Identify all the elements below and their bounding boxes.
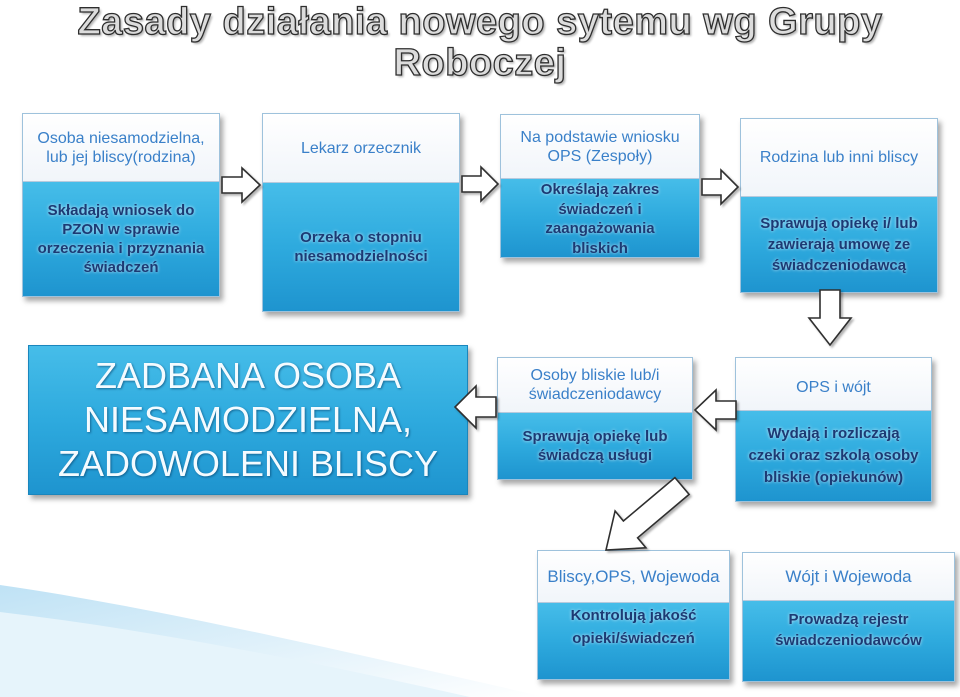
action-text: Wydają i rozliczają (767, 425, 900, 442)
step-applicant-action (23, 182, 219, 296)
step-registry-actor (743, 553, 954, 601)
action-text: świadczeniodawców (775, 632, 922, 649)
actor-text: świadczeniodawcy (528, 386, 662, 403)
actor-text: Rodzina lub inni bliscy (759, 149, 919, 166)
action-text: Orzeka o stopniu (300, 229, 422, 246)
actor-text: Na podstawie wniosku (520, 128, 680, 146)
step-applicant (22, 113, 220, 297)
actor-text: Bliscy,OPS, Wojewoda (547, 567, 720, 586)
step-ops-teams-action (501, 179, 699, 257)
actor-text: OPS i wójt (796, 378, 871, 396)
actor-text: lub jej bliscy(rodzina) (46, 148, 196, 166)
actor-text: Osoba niesamodzielna, (37, 129, 205, 147)
action-text: zaangażowania (545, 220, 655, 237)
step-family (740, 118, 938, 293)
action-text: bliskich (572, 239, 628, 257)
step-ops-and-mayor-actor (736, 358, 931, 411)
actor-text: Wójt i Wojewoda (785, 567, 912, 586)
step-certifying-doctor-actor (263, 114, 459, 183)
actor-text: OPS (Zespoły) (547, 147, 653, 165)
action-text: bliskie (opiekunów) (763, 469, 904, 486)
action-text: świadczą usługi (537, 447, 653, 464)
step-ops-teams-actor (501, 115, 699, 179)
step-quality-control (537, 550, 730, 680)
step-ops-and-mayor (735, 357, 932, 502)
outcome-text: NIESAMODZIELNA, (83, 399, 413, 440)
step-caregivers (497, 357, 693, 480)
action-text: opieki/świadczeń (572, 630, 695, 647)
action-text: czeki oraz szkolą osoby (748, 447, 919, 464)
step-quality-control-actor (538, 551, 729, 603)
actor-text: Osoby bliskie lub/i (530, 367, 660, 384)
step-registry-action (743, 601, 954, 681)
step-quality-control-action (538, 603, 729, 679)
action-text: Składają wniosek do (47, 202, 195, 219)
step-certifying-doctor-action (263, 183, 459, 311)
step-family-actor (741, 119, 937, 197)
slide-title-line: Roboczej (393, 42, 567, 84)
action-text: PZON w sprawie (62, 221, 180, 238)
action-text: świadczeń (83, 259, 159, 276)
action-text: Sprawują opiekę i/ lub (760, 215, 918, 232)
outcome-text: ZADOWOLENI BLISCY (57, 443, 439, 484)
action-text: Określają zakres (540, 181, 660, 198)
action-text: świadczeń i (558, 200, 642, 218)
action-text: zawierają umowę ze (767, 236, 911, 253)
action-text: Kontrolują jakość (570, 607, 697, 624)
step-family-action (741, 197, 937, 292)
action-text: orzeczenia i przyznania (37, 240, 205, 257)
slide-title-line: Zasady działania nowego sytemu wg Grupy (77, 1, 883, 43)
actor-text: Lekarz orzecznik (300, 139, 422, 157)
action-text: świadczeniodawcą (771, 257, 907, 274)
slide-title (0, 2, 960, 84)
action-text: Sprawują opiekę lub (522, 428, 668, 445)
step-caregivers-actor (498, 358, 692, 413)
action-text: niesamodzielności (294, 248, 428, 265)
step-applicant-actor (23, 114, 219, 182)
step-registry (742, 552, 955, 682)
step-caregivers-action (498, 413, 692, 479)
action-text: Prowadzą rejestr (788, 611, 909, 628)
step-ops-teams (500, 114, 700, 258)
step-ops-and-mayor-action (736, 411, 931, 501)
step-certifying-doctor (262, 113, 460, 312)
outcome-box (28, 345, 468, 495)
outcome-text: ZADBANA OSOBA (94, 355, 402, 396)
